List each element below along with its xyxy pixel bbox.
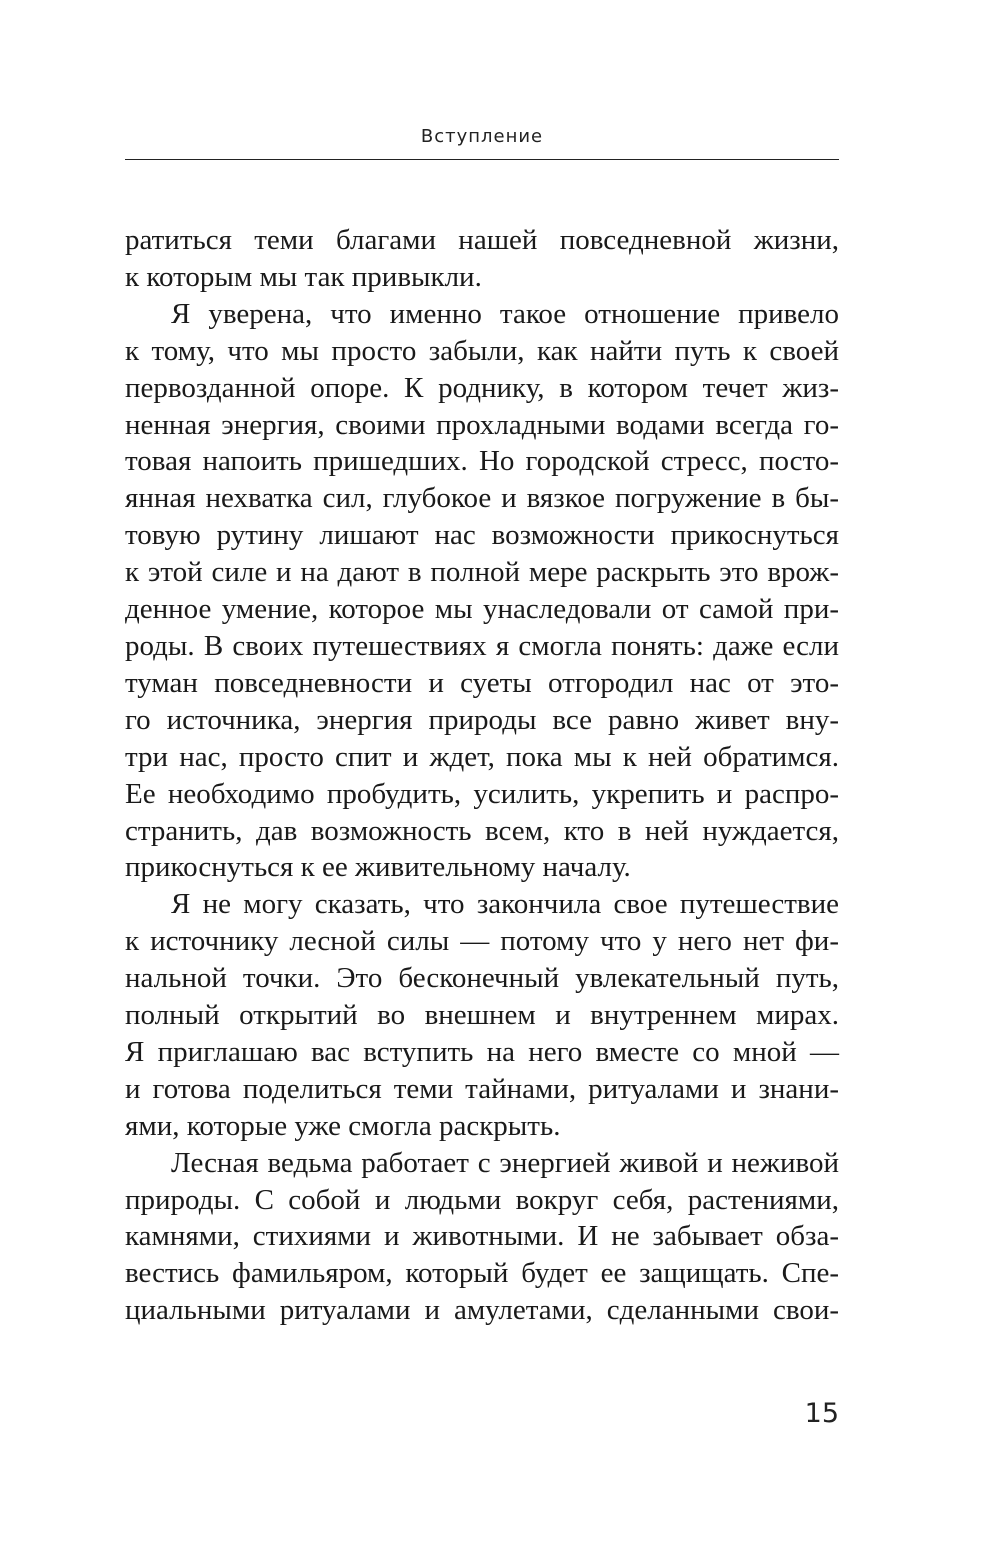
text-line: роды. В своих путешествиях я смогла понять: даже если [125,629,839,662]
body-text [125,222,839,1329]
text-line: три нас, просто спит и ждет, пока мы к ней обратимся. [125,740,839,773]
text-line: ненная энергия, своими прохладными водами всегда го- [125,408,839,441]
text-line: Я не могу сказать, что закончила свое путешествие [171,888,839,921]
text-line: циальными ритуалами и амулетами, сделанными свои- [125,1294,839,1327]
text-line: ями, которые уже смогла раскрыть. [125,1109,561,1142]
text-line: Лесная ведьма работает с энергией живой и неживой [171,1146,839,1179]
text-line: товую рутину лишают нас возможности прикоснуться [125,519,839,552]
text-line: нальной точки. Это бесконечный увлекательный путь, [125,962,839,995]
text-line: природы. С собой и людьми вокруг себя, растениями, [125,1183,839,1216]
text-line: прикоснуться к ее живительному началу. [125,851,631,884]
header-rule [125,159,839,160]
text-line: ратиться теми благами нашей повседневной жизни, [125,224,839,256]
page-number: 15 [804,1398,839,1429]
text-line: и готова поделиться теми тайнами, ритуалами и знани- [125,1072,839,1105]
text-line: к источнику лесной силы — потому что у него нет фи- [125,925,839,958]
text-line: к которым мы так привыкли. [125,260,482,293]
text-line: Я приглашаю вас вступить на него вместе со мной — [125,1035,839,1068]
text-line: янная нехватка сил, глубокое и вязкое погружение в бы- [125,482,839,515]
text-line: Ее необходимо пробудить, усилить, укрепить и распро- [125,777,839,810]
text-line: го источника, энергия природы все равно живет вну- [125,703,839,736]
text-line: денное умение, которое мы унаследовали от самой при- [125,593,839,626]
text-line: странить, дав возможность всем, кто в ней нуждается, [125,814,839,847]
running-head: Вступление [420,126,544,147]
text-line: туман повседневности и суеты отгородил нас от это- [125,666,839,699]
text-line: к этой силе и на дают в полной мере раскрыть это врож- [125,556,839,589]
text-line: вестись фамильяром, который будет ее защищать. Спе- [125,1257,839,1290]
text-line: товая напоить пришедших. Но городской стресс, посто- [125,445,839,478]
text-line: полный открытий во внешнем и внутреннем мирах. [125,999,839,1032]
text-line: камнями, стихиями и животными. И не забывает обза- [125,1220,839,1253]
text-line: Я уверена, что именно такое отношение привело [171,297,839,330]
text-line: первозданной опоре. К роднику, в котором течет жиз- [125,371,839,404]
text-line: к тому, что мы просто забыли, как найти путь к своей [125,334,839,367]
